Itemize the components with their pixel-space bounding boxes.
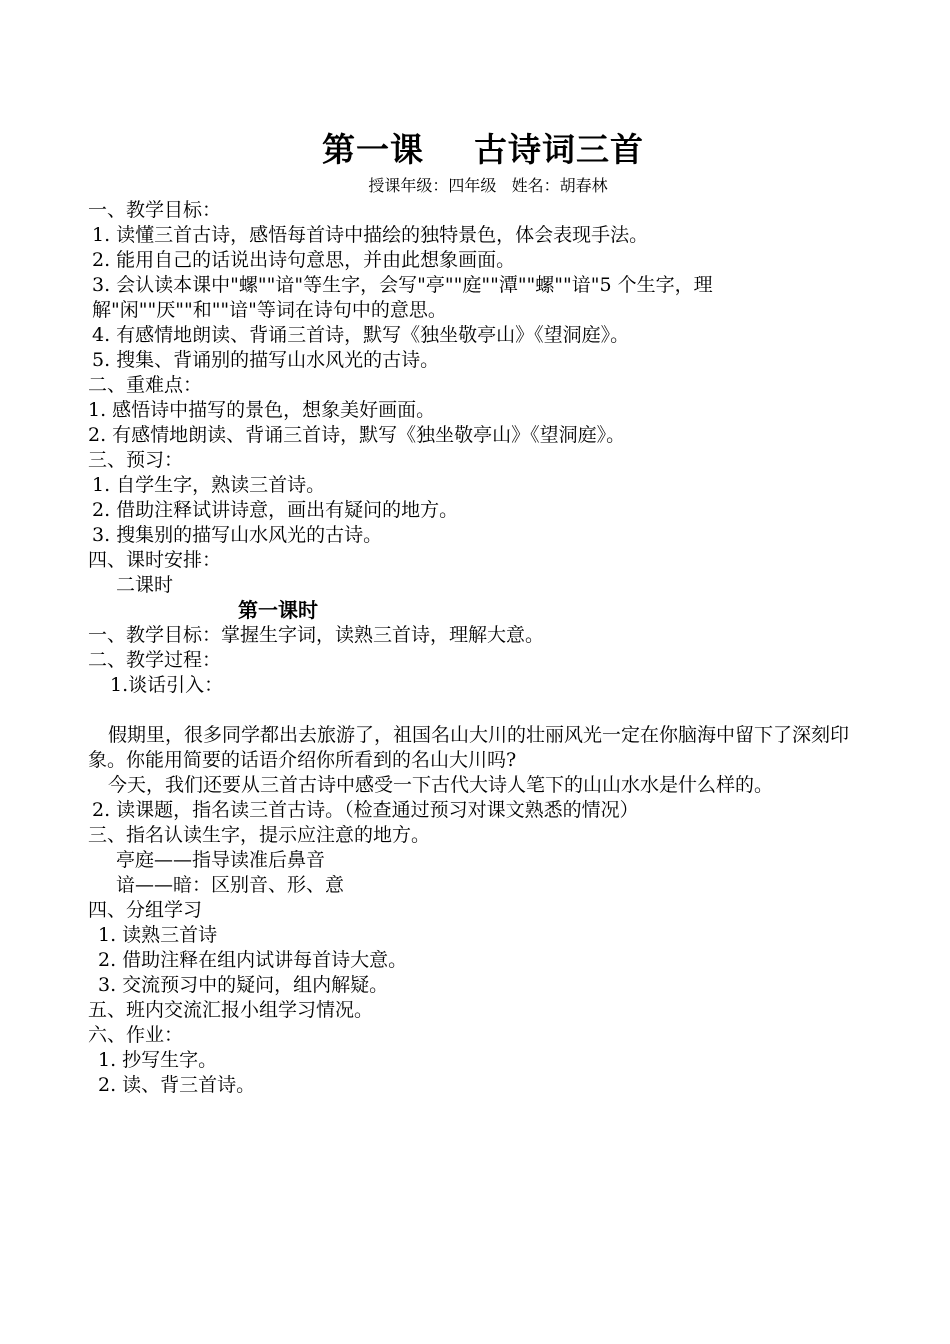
schedule-value: 二课时: [116, 574, 174, 596]
lesson-goal: 一、教学目标：掌握生字词，读熟三首诗，理解大意。: [88, 624, 545, 646]
document-page: [88, 128, 888, 1098]
character-note: 亭庭——指导读准后鼻音: [116, 849, 326, 871]
key-point-item: 2. 有感情地朗读、背诵三首诗，默写《独坐敬亭山》《望洞庭》。: [88, 424, 626, 446]
document-title: 第一课 古诗词三首: [322, 130, 644, 169]
character-note: 谙——暗：区别音、形、意: [116, 874, 345, 896]
part5-heading: 五、班内交流汇报小组学习情况。: [88, 999, 374, 1021]
intro-paragraph-2: 今天，我们还要从三首古诗中感受一下古代大诗人笔下的山山水水是什么样的。: [108, 774, 774, 796]
homework-item: 2. 读、背三首诗。: [98, 1074, 256, 1096]
goal-item: 4. 有感情地朗读、背诵三首诗，默写《独坐敬亭山》《望洞庭》。: [92, 324, 630, 346]
preview-item: 3. 搜集别的描写山水风光的古诗。: [92, 524, 383, 546]
goal-item: 2. 能用自己的话说出诗句意思，并由此想象画面。: [92, 249, 516, 271]
part6-heading: 六、作业：: [88, 1024, 184, 1046]
document-subtitle: 授课年级：四年级 姓名：胡春林: [368, 176, 608, 195]
goal-item: 3. 会认读本课中"螺""谙"等生字，会写"亭""庭""潭""螺""谙"5 个生字，理解"闲""厌""和""谙"等词在诗句中的意思。: [92, 274, 713, 321]
blank-line: [88, 698, 888, 723]
lesson-process-heading: 二、教学过程：: [88, 649, 222, 671]
section-heading-schedule: 四、课时安排：: [88, 549, 222, 571]
section-heading-key-points: 二、重难点：: [88, 374, 203, 396]
goal-item: 1. 读懂三首古诗，感悟每首诗中描绘的独特景色，体会表现手法。: [92, 224, 649, 246]
preview-item: 2. 借助注释试讲诗意，画出有疑问的地方。: [92, 499, 459, 521]
section-heading-preview: 三、预习：: [88, 449, 184, 471]
process-step: 2. 读课题，指名读三首古诗。（检查通过预习对课文熟悉的情况）: [92, 799, 639, 821]
group-study-item: 1. 读熟三首诗: [98, 924, 218, 946]
goal-item: 5. 搜集、背诵别的描写山水风光的古诗。: [92, 349, 440, 371]
group-study-item: 2. 借助注释在组内试讲每首诗大意。: [98, 949, 408, 971]
homework-item: 1. 抄写生字。: [98, 1049, 218, 1071]
group-study-item: 3. 交流预习中的疑问，组内解疑。: [98, 974, 389, 996]
key-point-item: 1. 感悟诗中描写的景色，想象美好画面。: [88, 399, 436, 421]
preview-item: 1. 自学生字，熟读三首诗。: [92, 474, 326, 496]
part4-heading: 四、分组学习: [88, 899, 203, 921]
part3-heading: 三、指名认读生字，提示应注意的地方。: [88, 824, 431, 846]
lesson-title: 第一课时: [238, 598, 318, 622]
intro-heading: 1.谈话引入：: [110, 674, 224, 696]
section-heading-goals: 一、教学目标：: [88, 199, 222, 221]
intro-paragraph: 假期里，很多同学都出去旅游了，祖国名山大川的壮丽风光一定在你脑海中留下了深刻印象。你能用简要的话语介绍你所看到的名山大川吗?: [88, 724, 850, 771]
